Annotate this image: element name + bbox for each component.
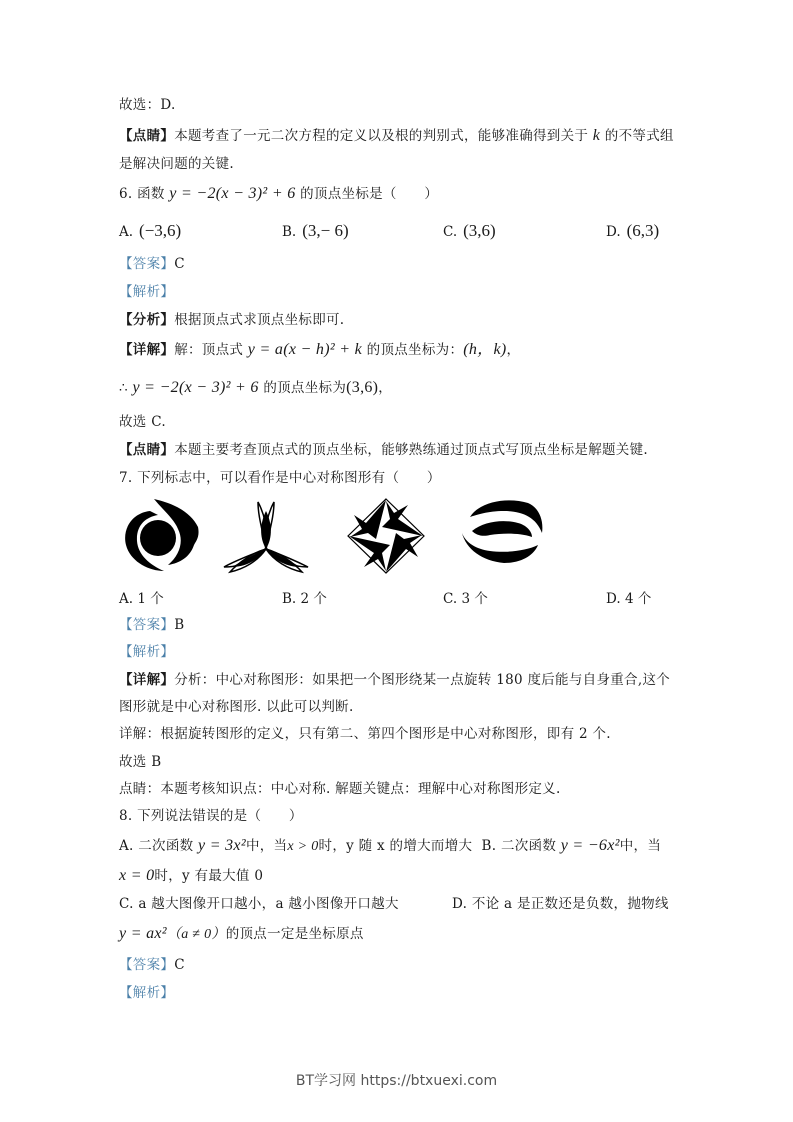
q8-option-b-cont: x = 0时，y 有最大值 0 [119, 867, 264, 884]
swirl-circle-logo-icon [120, 497, 202, 575]
split-ellipse-logo-icon [460, 497, 546, 567]
q8-analysis-label: 【解析】 [119, 985, 175, 1001]
q8-option-d: D. 不论 a 是正数还是负数，抛物线 [452, 896, 669, 912]
q8-answer: 【答案】C [119, 957, 185, 973]
answer-value: C [174, 256, 185, 272]
q7-stem: 7. 下列标志中，可以看作是中心对称图形有（ ） [119, 470, 441, 486]
q8-stem: 8. 下列说法错误的是（ ） [119, 808, 303, 824]
q7-analysis-label: 【解析】 [119, 644, 175, 660]
q6-detail: 【详解】解：顶点式 y = a(x − h)² + k 的顶点坐标为：(h，k)， [119, 341, 521, 358]
answer-label: 【答案】 [119, 256, 175, 272]
q6-option-a: A. (−3,6) [119, 221, 182, 240]
q7-option-b: B. 2 个 [282, 591, 327, 607]
prev-comment [119, 126, 674, 146]
q7-option-c: C. 3 个 [443, 591, 488, 607]
q6-stem [119, 184, 438, 204]
q6-formula: y = −2(x − 3)² + 6 [169, 185, 296, 202]
q7-answer: 【答案】B [119, 617, 185, 633]
q8-option-d-cont: y = ax²（a ≠ 0）的顶点一定是坐标原点 [119, 925, 364, 942]
prev-answer-choice: 故选：D. [119, 97, 176, 113]
stem-prefix: 函数 [137, 186, 165, 202]
therefore-symbol: ∴ [119, 380, 128, 396]
vertex-form-formula: y = a(x − h)² + k [247, 341, 363, 358]
comment-text-cont: 的不等式组 [604, 128, 674, 144]
footer-watermark: BT学习网 https://btxuexi.com [295, 1073, 498, 1089]
q8-option-ab: A. 二次函数 y = 3x²中，当x > 0时，y 随 x 的增大而增大 B. 二次函数 y = −6x²中，当 [119, 837, 662, 854]
q7-option-a: A. 1 个 [119, 591, 164, 607]
q7-detail-1: 【详解】分析：中心对称图形：如果把一个图形绕某一点旋转 180 度后能与自身重合,这个 [119, 672, 671, 688]
q6-option-d: D. (6,3) [606, 221, 660, 240]
q6-answer [119, 254, 185, 274]
q6-comment: 【点睛】本题主要考查顶点式的顶点坐标，能够熟练通过顶点式写顶点坐标是解题关键. [119, 442, 648, 458]
q7-detail-2: 图形就是中心对称图形. 以此可以判断. [119, 699, 354, 715]
q7-comment: 点睛：本题考核知识点：中心对称. 解题关键点：理解中心对称图形定义. [119, 781, 561, 797]
q6-therefore: ∴ y = −2(x − 3)² + 6 的顶点坐标为(3,6)， [119, 379, 393, 396]
stem-suffix: 的顶点坐标是（ ） [300, 186, 439, 202]
comment-label: 【点睛】 [119, 128, 175, 144]
math-var-k: k [592, 127, 601, 144]
comment-text: 本题考查了一元二次方程的定义以及根的判别式，能够准确得到关于 [174, 128, 589, 144]
question-number: 6. [119, 186, 133, 202]
prev-comment-cont: 是解决问题的关键. [119, 156, 234, 172]
q7-choice: 故选 B [119, 754, 162, 770]
q7-detail-3: 详解：根据旋转图形的定义，只有第二、第四个图形是中心对称图形，即有 2 个. [119, 726, 611, 742]
three-petal-logo-icon [220, 497, 312, 577]
q6-option-c: C. (3,6) [443, 221, 496, 240]
q8-option-cd: C. a 越大图像开口越小，a 越小图像开口越大 [119, 896, 399, 912]
q6-option-b: B. (3,− 6) [282, 221, 349, 240]
q6-analysis-label: 【解析】 [119, 284, 175, 300]
q6-choice: 故选 C. [119, 414, 166, 430]
q7-option-d: D. 4 个 [606, 591, 652, 607]
q6-fenxi: 【分析】根据顶点式求顶点坐标即可. [119, 312, 345, 328]
four-star-logo-icon [346, 497, 426, 575]
